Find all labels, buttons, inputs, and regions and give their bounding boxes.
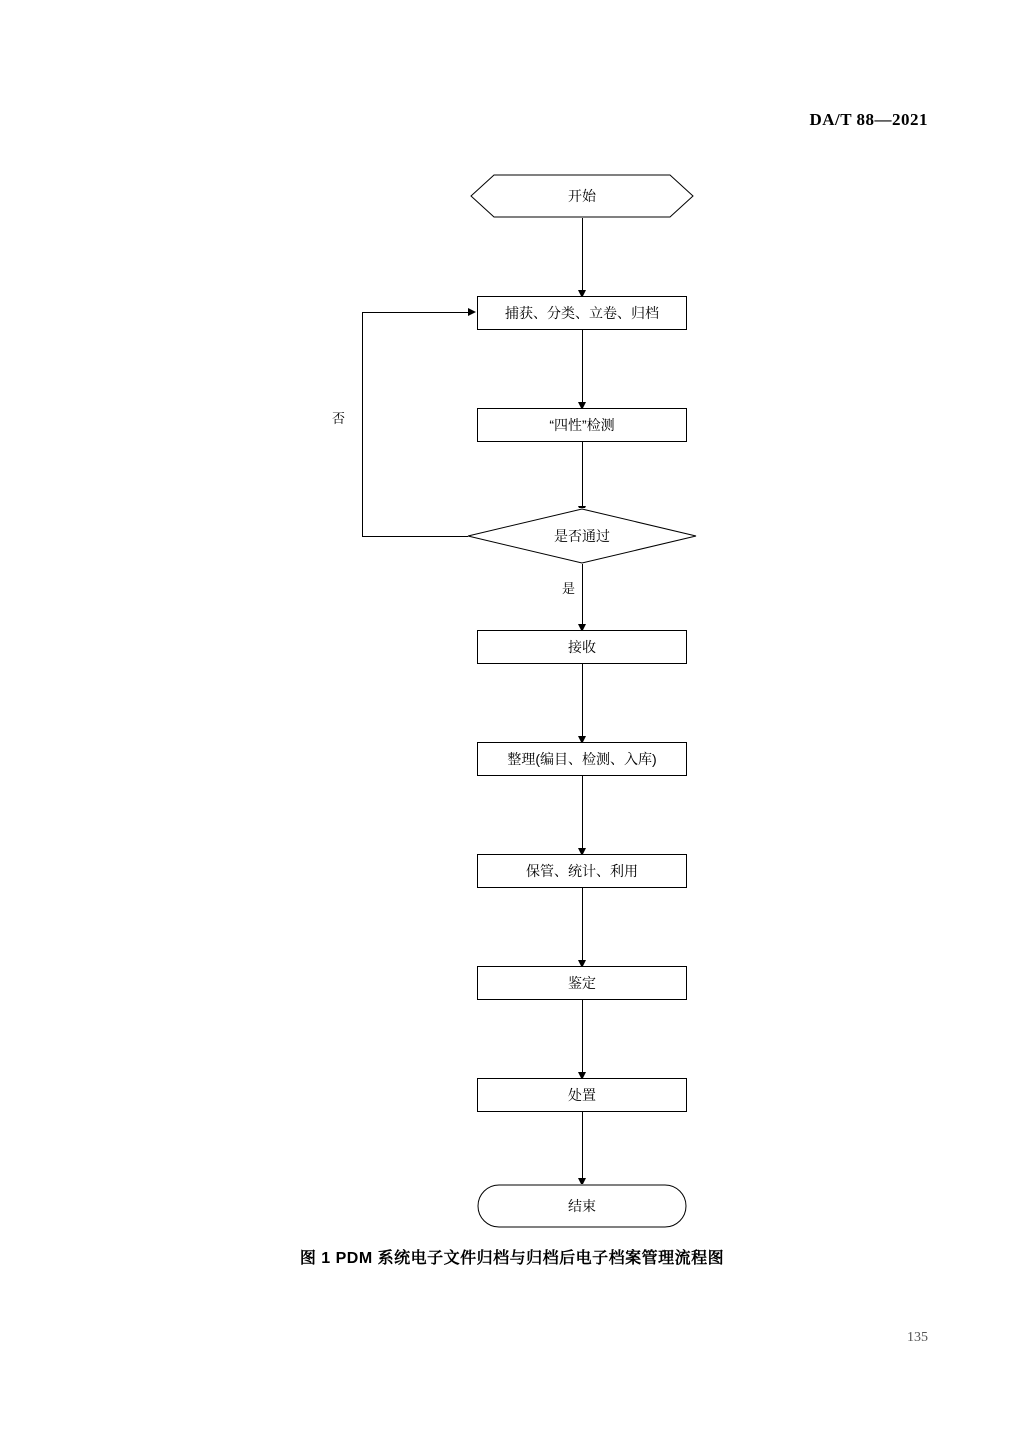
flow-node-appraise-label: 鉴定 [568, 975, 596, 991]
flow-node-start-label: 开始 [568, 188, 596, 204]
flow-node-keep [477, 854, 687, 888]
edge-keep-appraise-line [582, 888, 583, 966]
edge-decision-no-arrow [468, 308, 476, 316]
flow-node-arrange [477, 742, 687, 776]
flow-node-capture [477, 296, 687, 330]
flow-node-start [470, 174, 694, 218]
edge-decision-receive-line [582, 564, 583, 630]
edge-decision-no-vertical [362, 312, 363, 536]
edge-dispose-end-line [582, 1112, 583, 1184]
flow-node-receive [477, 630, 687, 664]
edge-label-yes: 是 [560, 578, 577, 597]
edge-capture-test-line [582, 330, 583, 408]
flow-node-keep-label: 保管、统计、利用 [526, 863, 638, 879]
flow-node-arrange-label: 整理(编目、检测、入库) [507, 751, 657, 767]
flow-node-appraise [477, 966, 687, 1000]
edge-label-no: 否 [330, 408, 347, 427]
flow-node-decision [467, 508, 697, 564]
flow-node-dispose [477, 1078, 687, 1112]
flow-node-end [477, 1184, 687, 1228]
edge-receive-arrange-line [582, 664, 583, 742]
flow-node-capture-label: 捕获、分类、立卷、归档 [505, 305, 659, 321]
figure-caption: 图 1 PDM 系统电子文件归档与归档后电子档案管理流程图 [299, 1250, 725, 1267]
edge-start-capture-line [582, 218, 583, 296]
page-number: 135 [907, 1330, 928, 1345]
edge-appraise-dispose-line [582, 1000, 583, 1078]
edge-decision-no-horizontal-bottom [362, 536, 468, 537]
edge-arrange-keep-line [582, 776, 583, 854]
flow-node-receive-label: 接收 [568, 639, 596, 655]
flow-node-end-label: 结束 [568, 1198, 596, 1214]
flow-node-test [477, 408, 687, 442]
edge-decision-no-horizontal-top [362, 312, 468, 313]
flow-node-dispose-label: 处置 [568, 1087, 596, 1103]
standard-code-header: DA/T 88—2021 [809, 110, 928, 129]
flow-node-decision-label: 是否通过 [554, 528, 610, 544]
flow-node-test-label: “四性”检测 [549, 417, 615, 433]
edge-test-decision-line [582, 442, 583, 512]
